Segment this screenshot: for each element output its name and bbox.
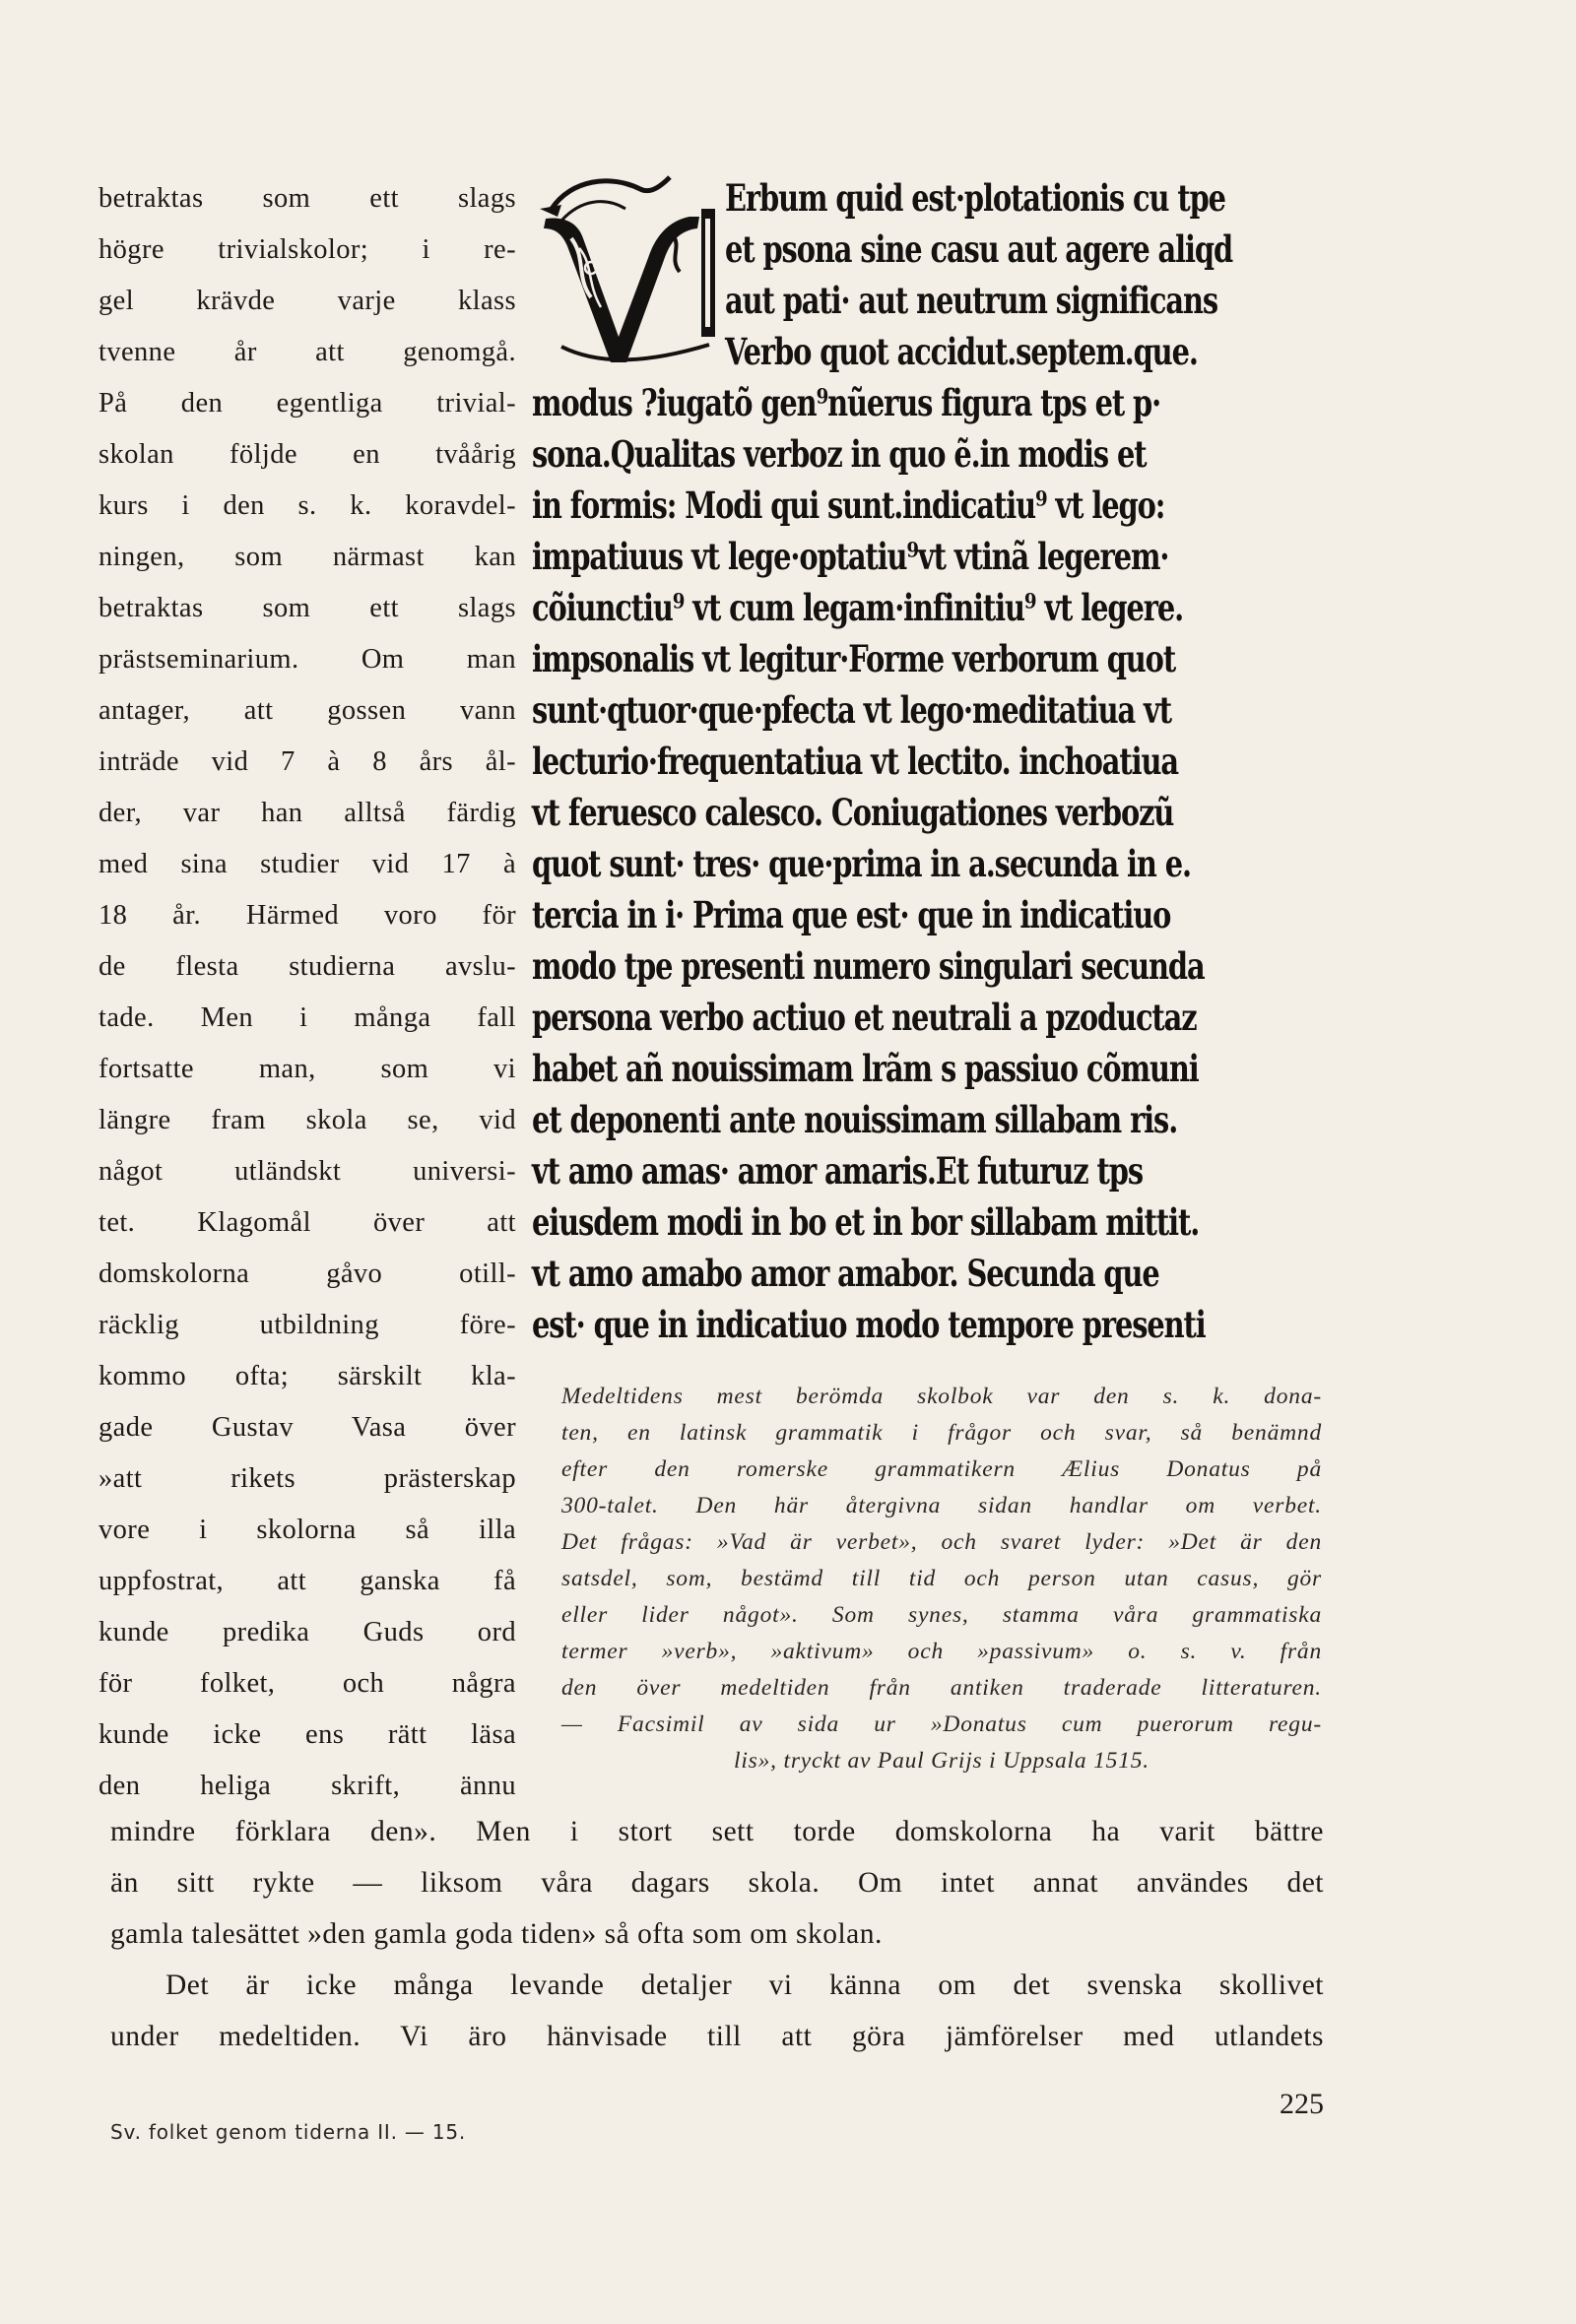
body-paragraph-1: [110, 1806, 1324, 1960]
facsimile-line-20: vt amo amas· amor amaris.Et futuruz tps: [532, 1149, 1143, 1193]
left-line-26: »att rikets prästerskap: [98, 1463, 516, 1494]
caption-line-9: den över medeltiden från antiken traderade litteraturen.: [561, 1675, 1322, 1701]
body-line-2: än sitt rykte — liksom våra dagars skola. Om intet annat användes det: [110, 1867, 1324, 1899]
donatus-facsimile: [532, 169, 1330, 1381]
caption-line-6: satsdel, som, bestämd till tid och person utan casus, gör: [561, 1566, 1322, 1591]
left-line-6: skolan följde en tvåårig: [98, 439, 516, 470]
left-line-22: domskolorna gåvo otill-: [98, 1259, 516, 1289]
caption-line-11: lis», tryckt av Paul Grijs i Uppsala 1515.: [734, 1748, 1149, 1774]
facsimile-line-16: modo tpe presenti numero singulari secunda: [532, 944, 1205, 988]
left-line-10: prästseminarium. Om man: [98, 644, 516, 675]
left-line-9: betraktas som ett slags: [98, 593, 516, 623]
left-line-8: ningen, som närmast kan: [98, 542, 516, 572]
caption-line-7: eller lider något». Som synes, stamma våra grammatiska: [561, 1602, 1322, 1628]
facsimile-line-12: lecturio·frequentatiua vt lectito. inchoatiua: [532, 740, 1179, 783]
caption-line-1: Medeltidens mest berömda skolbok var den s. k. dona-: [561, 1384, 1322, 1409]
left-line-31: kunde icke ens rätt läsa: [98, 1719, 516, 1750]
caption-line-10: — Facsimil av sida ur »Donatus cum puerorum regu-: [561, 1711, 1322, 1737]
left-line-23: räcklig utbildning före-: [98, 1310, 516, 1340]
facsimile-line-22: vt amo amabo amor amabor. Secunda que: [532, 1252, 1159, 1295]
facsimile-line-13: vt feruesco calesco. Coniugationes verbozũ: [532, 791, 1174, 834]
left-line-14: med sina studier vid 17 à: [98, 849, 516, 879]
left-line-20: något utländskt universi-: [98, 1156, 516, 1187]
facsimile-line-18: habet añ nouissimam lrãm s passiuo cõmuni: [532, 1047, 1199, 1090]
left-line-5: På den egentliga trivial-: [98, 388, 516, 419]
facsimile-line-5: modus ?iugatõ gen⁹nũerus figura tps et p·: [532, 381, 1161, 424]
left-line-29: kunde predika Guds ord: [98, 1617, 516, 1647]
left-line-16: de flesta studierna avslu-: [98, 951, 516, 982]
left-line-28: uppfostrat, att ganska få: [98, 1566, 516, 1596]
caption-line-3: efter den romerske grammatikern Ælius Donatus på: [561, 1456, 1322, 1482]
facsimile-line-21: eiusdem modi in bo et in bor sillabam mittit.: [532, 1200, 1200, 1244]
page-number: 225: [1280, 2088, 1324, 2120]
left-line-21: tet. Klagomål över att: [98, 1207, 516, 1238]
left-line-13: der, var han alltså färdig: [98, 798, 516, 828]
left-line-15: 18 år. Härmed voro för: [98, 900, 516, 931]
caption-line-5: Det frågas: »Vad är verbet», och svaret lyder: »Det är den: [561, 1529, 1322, 1555]
facsimile-line-4: Verbo quot accidut.septem.que.: [725, 330, 1198, 373]
caption-line-8: termer »verb», »aktivum» och »passivum» o. s. v. från: [561, 1639, 1322, 1664]
body-line-1: mindre förklara den». Men i stort sett torde domskolorna ha varit bättre: [110, 1816, 1324, 1847]
body-line-3: gamla talesättet »den gamla goda tiden» så ofta som om skolan.: [110, 1918, 883, 1950]
caption-line-4: 300-talet. Den här återgivna sidan handlar om verbet.: [561, 1493, 1322, 1518]
body-line-5: under medeltiden. Vi äro hänvisade till att göra jämförelser med utlandets: [110, 2021, 1324, 2052]
facsimile-line-14: quot sunt· tres· que·prima in a.secunda in e.: [532, 842, 1191, 885]
body-paragraph-2: [110, 1960, 1324, 2062]
left-line-11: antager, att gossen vann: [98, 695, 516, 726]
caption-line-2: ten, en latinsk grammatik i frågor och svar, så benämnd: [561, 1420, 1322, 1446]
facsimile-line-11: sunt·qtuor·que·pfecta vt lego·meditatiua vt: [532, 688, 1171, 732]
body-line-4: Det är icke många levande detaljer vi känna om det svenska skollivet: [165, 1969, 1324, 2001]
decorated-initial-icon: [532, 169, 721, 366]
facsimile-line-19: et deponenti ante nouissimam sillabam ris.: [532, 1098, 1178, 1141]
facsimile-line-6: sona.Qualitas verboz in quo ẽ.in modis et: [532, 432, 1147, 476]
left-line-2: högre trivialskolor; i re-: [98, 234, 516, 265]
left-line-4: tvenne år att genomgå.: [98, 337, 516, 367]
left-line-27: vore i skolorna så illa: [98, 1515, 516, 1545]
footer-source: Sv. folket genom tiderna II. — 15.: [110, 2120, 467, 2144]
left-line-3: gel krävde varje klass: [98, 286, 516, 316]
facsimile-line-17: persona verbo actiuo et neutrali a pzoductaz: [532, 996, 1197, 1039]
facsimile-line-7: in formis: Modi qui sunt.indicatiu⁹ vt lego:: [532, 484, 1165, 527]
left-line-19: längre fram skola se, vid: [98, 1105, 516, 1135]
figure-caption: [561, 1379, 1322, 1779]
left-line-1: betraktas som ett slags: [98, 183, 516, 214]
left-line-17: tade. Men i många fall: [98, 1002, 516, 1033]
facsimile-line-1: Erbum quid est·plotationis cu tpe: [725, 176, 1225, 220]
facsimile-line-9: cõiunctiu⁹ vt cum legam·infinitiu⁹ vt legere.: [532, 586, 1184, 629]
facsimile-line-3: aut pati· aut neutrum significans: [725, 279, 1218, 322]
left-line-30: för folket, och några: [98, 1668, 516, 1699]
facsimile-line-8: impatiuus vt lege·optatiu⁹vt vtinã legerem·: [532, 535, 1169, 578]
left-text-column: [98, 173, 516, 1812]
facsimile-line-23: est· que in indicatiuo modo tempore presenti: [532, 1303, 1206, 1346]
left-line-18: fortsatte man, som vi: [98, 1054, 516, 1084]
left-line-24: kommo ofta; särskilt kla-: [98, 1361, 516, 1391]
facsimile-line-10: impsonalis vt legitur·Forme verborum quot: [532, 637, 1176, 680]
facsimile-line-15: tercia in i· Prima que est· que in indicatiuo: [532, 893, 1171, 936]
left-line-12: inträde vid 7 à 8 års ål-: [98, 746, 516, 777]
left-line-32: den heliga skrift, ännu: [98, 1771, 516, 1801]
facsimile-line-2: et psona sine casu aut agere aliqd: [725, 227, 1233, 271]
left-line-25: gade Gustav Vasa över: [98, 1412, 516, 1443]
left-line-7: kurs i den s. k. koravdel-: [98, 490, 516, 521]
